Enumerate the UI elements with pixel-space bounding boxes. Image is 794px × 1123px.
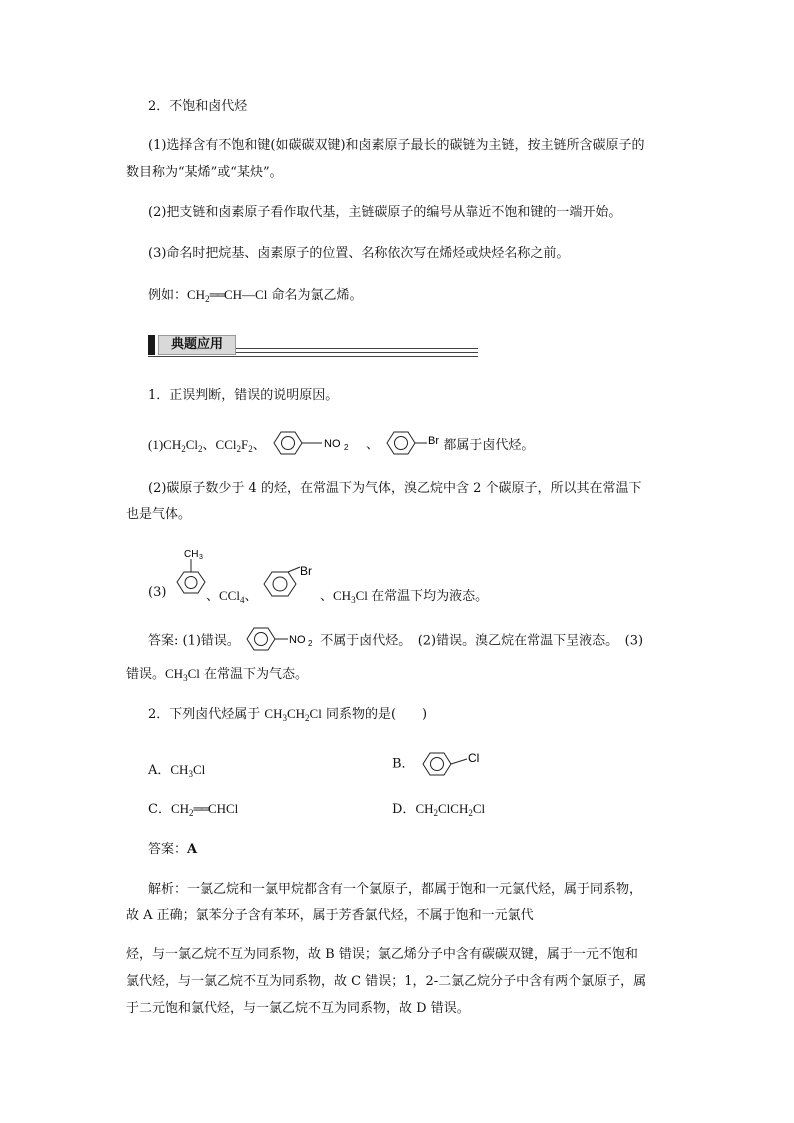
q2-title	[148, 705, 427, 724]
analysis-3: 烃，与一氯乙烷不互为同系物，故 B 错误；氯乙烯分子中含有碳碳双键，属于一元不饱和	[126, 947, 638, 962]
q1-1-prefix: (1)	[148, 436, 164, 452]
bromo-label: Br	[428, 435, 440, 447]
ans1-line2-a: 错误。	[126, 667, 166, 682]
banner-rule	[148, 356, 478, 357]
q1-item-2a: (2)碳原子数少于 4 的烃，在常温下为气体，溴乙烷中含 2 个碳原子，所以其在常温下	[148, 481, 642, 496]
answer-2	[148, 841, 197, 859]
option-b-label: B．	[392, 756, 415, 772]
option-c-formula: $CH_2══CHCl$	[170, 801, 239, 818]
q1-1-tail: 都属于卤代烃。	[443, 437, 535, 453]
bromo-label-2: Br	[300, 564, 312, 578]
q2-formula: $CH_3CH_2Cl$	[264, 706, 322, 723]
option-d-formula: $CH_2ClCH_2Cl$	[415, 801, 486, 818]
nitrobenzene-structure	[270, 428, 362, 458]
q1-item-3	[148, 545, 668, 605]
q1-3-prefix: (3)	[148, 585, 167, 600]
q1-item-1	[148, 428, 534, 458]
methyl-label: CH	[184, 549, 199, 560]
ans1-line2-b: 在常温下为气态。	[199, 667, 309, 682]
rule-1b: 数目称为“某烯”或“某炔”。	[126, 165, 283, 180]
analysis-4: 氯代烃，与一氯乙烷不互为同系物，故 C 错误；1，2-二氯乙烷分子中含有两个氯原子，属	[126, 974, 647, 989]
chloro-label: Cl	[467, 751, 480, 765]
option-c[interactable]	[148, 800, 238, 819]
bromobenzene-structure	[383, 428, 445, 458]
q1-3-tail: 在常温下均为液态。	[371, 589, 489, 604]
example-prefix: 例如：	[148, 288, 188, 303]
example-line	[148, 286, 362, 305]
answer-1-line1	[148, 625, 643, 653]
q2-suffix: 同系物的是( )	[321, 707, 428, 722]
q1-item-2b: 也是气体。	[126, 507, 192, 522]
example-suffix: 命名为氯乙烯。	[267, 288, 363, 303]
option-a[interactable]	[148, 761, 205, 780]
rule-3: (3)命名时把烷基、卤素原子的位置、名称依次写在烯烃或炔烃名称之前。	[148, 246, 570, 261]
option-a-label: A．	[148, 763, 171, 778]
formula-vinyl-chloride: $CH_2══CH—Cl$	[187, 287, 268, 304]
q1-title: 1．正误判断，错误的说明原因。	[148, 388, 339, 403]
option-b[interactable]	[392, 747, 499, 777]
option-c-label: C．	[148, 802, 171, 817]
ch3cl-formula-2: $CH_3Cl$	[165, 666, 200, 683]
section-banner	[148, 333, 478, 357]
option-d[interactable]	[392, 800, 485, 819]
rule-2: (2)把支链和卤素原子看作取代基，主链碳原子的编号从靠近不饱和键的一端开始。	[148, 205, 622, 220]
banner-rule	[236, 352, 478, 353]
option-d-label: D．	[392, 802, 416, 817]
banner-rule	[236, 348, 478, 349]
answer-1-line2	[126, 665, 308, 684]
ans1-prefix: 答案: (1)错误。	[148, 633, 240, 649]
ch3cl-formula: 、$CH_3Cl$	[320, 588, 372, 605]
q1-3-tail-line	[320, 585, 488, 604]
q2-prefix: 2．下列卤代烃属于	[148, 707, 265, 722]
q1-1-formulas: $(1)CH_2Cl_2$、$CCl_2F_2$、	[148, 436, 266, 454]
option-a-formula: $CH_3Cl$	[170, 762, 206, 779]
banner-label: 典题应用	[158, 335, 236, 355]
chlorobenzene-structure	[419, 747, 499, 777]
analysis-2: 故 A 正确；氯苯分子含有苯环，属于芳香氯代烃，不属于饱和一元氯代	[126, 908, 534, 923]
analysis-1: 解析：一氯乙烷和一氯甲烷都含有一个氯原子，都属于饱和一元氯代烃，属于同系物，	[148, 882, 643, 897]
nitro-label: NO	[323, 438, 341, 450]
answer-2-label: 答案：	[148, 842, 188, 857]
ccl4-formula: 、CCl$_4$、	[206, 588, 258, 605]
methyl-sub: 3	[199, 554, 203, 561]
ans1-mid: 不属于卤代烃。 (2)错误。溴乙烷在常温下呈液态。 (3)	[320, 633, 644, 649]
banner-bar	[148, 335, 155, 355]
rule-1a: (1)选择含有不饱和键(如碳碳双键)和卤素原子最长的碳链为主链，按主链所含碳原子的	[148, 138, 645, 153]
nitro-sub: 2	[343, 443, 349, 452]
separator: 、	[366, 437, 380, 453]
answer-2-value: A	[187, 842, 198, 857]
analysis-5: 于二元饱和氯代烃，与一氯乙烷不互为同系物，故 D 错误。	[126, 1001, 470, 1016]
section-title: 2．不饱和卤代烃	[148, 99, 248, 114]
nitrobenzene-structure-2	[244, 625, 316, 653]
nitro-sub-2: 2	[308, 639, 313, 648]
nitro-label-2: NO	[289, 634, 306, 646]
